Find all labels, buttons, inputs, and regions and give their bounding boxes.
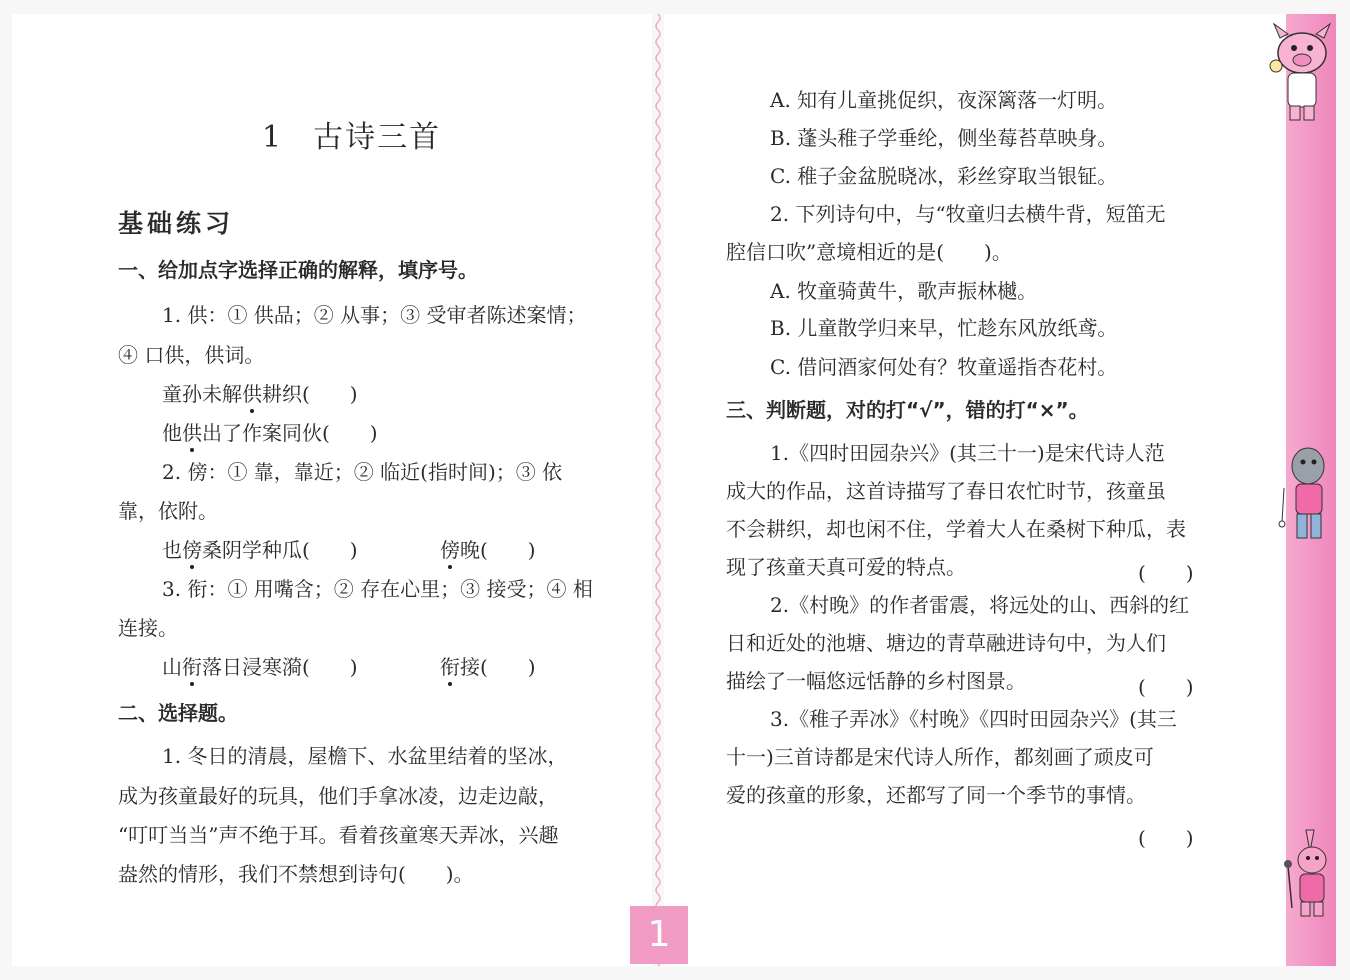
text-post: 桑阴学种瓜( )	[202, 538, 358, 562]
q1-item3-b	[440, 657, 536, 677]
q2-item1-line: 成为孩童最好的玩具，他们手拿冰凌，边走边敲，	[118, 784, 558, 808]
q2-item2-line: 2. 下列诗句中，与“牧童归去横牛背，短笛无	[770, 202, 1166, 226]
text-pre: 山	[162, 655, 182, 679]
q2-item1-line: 盎然的情形，我们不禁想到诗句( )。	[118, 862, 474, 886]
dotted-char: 供	[242, 382, 262, 406]
q3-item3-line: 十一)三首诗都是宋代诗人所作，都刻画了顽皮可	[726, 745, 1154, 769]
dotted-char: 傍	[440, 538, 460, 562]
q3-item3-line: 3.《稚子弄冰》《村晚》《四时田园杂兴》(其三	[770, 707, 1177, 731]
q3-heading: 三、判断题，对的打“√”，错的打“×”。	[726, 398, 1089, 422]
dotted-char: 衔	[182, 655, 202, 679]
q2-item1-line: “叮叮当当”声不绝于耳。看着孩童寒天弄冰，兴趣	[118, 823, 559, 847]
answer-paren: ( )	[1138, 826, 1194, 850]
q2-item1-option-c: C. 稚子金盆脱晓冰，彩丝穿取当银钲。	[770, 164, 1118, 188]
q1-item3-line2: 连接。	[118, 616, 178, 640]
text-pre: 也	[162, 538, 182, 562]
q1-item2-line2: 靠，依附。	[118, 499, 218, 523]
text-post: 耕织( )	[262, 382, 358, 406]
q2-item1-option-a: A. 知有儿童挑促织，夜深篱落一灯明。	[770, 88, 1118, 112]
answer-paren: ( )	[1138, 561, 1194, 585]
q1-item1-b	[162, 423, 378, 443]
q2-item2-option-a: A. 牧童骑黄牛，歌声振林樾。	[770, 279, 1038, 303]
q2-item2-option-b: B. 儿童散学归来早，忙趁东风放纸鸢。	[770, 316, 1118, 340]
q1-item1-line2: ④ 口供，供词。	[118, 343, 265, 367]
q3-item1-line: 成大的作品，这首诗描写了春日农忙时节，孩童虽	[726, 479, 1166, 503]
dog-yoyo-mascot-icon	[1270, 440, 1340, 550]
lesson-title	[262, 112, 441, 156]
dotted-char: 傍	[182, 538, 202, 562]
q1-item2-a	[162, 540, 358, 560]
q3-item3-line: 爱的孩童的形象，还都写了同一个季节的事情。	[726, 783, 1146, 807]
lesson-title-text: 古诗三首	[313, 120, 442, 155]
q3-item2-line: 描绘了一幅悠远恬静的乡村图景。	[726, 669, 1026, 693]
q1-item3-a	[162, 657, 358, 677]
wavy-spine-line	[652, 14, 664, 966]
dotted-char: 衔	[440, 655, 460, 679]
text-post: 落日浸寒漪( )	[202, 655, 358, 679]
q1-heading: 一、给加点字选择正确的解释，填序号。	[118, 258, 478, 282]
section-basic-heading: 基础练习	[118, 209, 235, 238]
q2-item1-option-b: B. 蓬头稚子学垂纶，侧坐莓苔草映身。	[770, 126, 1118, 150]
dotted-char: 供	[182, 421, 202, 445]
q3-item1-line: 不会耕织，却也闲不住，学着大人在桑树下种瓜，表	[726, 517, 1186, 541]
text-pre: 他	[162, 421, 182, 445]
q3-item2-line: 日和近处的池塘、塘边的青草融进诗句中，为人们	[726, 631, 1166, 655]
q3-item1-line: 1.《四时田园杂兴》(其三十一)是宋代诗人范	[770, 441, 1165, 465]
q2-item2-option-c: C. 借问酒家何处有？牧童遥指杏花村。	[770, 355, 1118, 379]
q3-item2-line: 2.《村晚》的作者雷震，将远处的山、西斜的红	[770, 593, 1190, 617]
text-post: 出了作案同伙( )	[202, 421, 378, 445]
q2-heading: 二、选择题。	[118, 701, 238, 725]
q1-item2-b	[440, 540, 536, 560]
q1-item2-line1: 2. 傍：① 靠，靠近；② 临近(指时间)；③ 依	[162, 460, 563, 484]
text-pre: 童孙未解	[162, 382, 242, 406]
q1-item1-line1: 1. 供：① 供品；② 从事；③ 受审者陈述案情；	[162, 303, 587, 327]
q2-item1-line: 1. 冬日的清晨，屋檐下、水盆里结着的坚冰，	[162, 744, 568, 768]
q3-item1-line: 现了孩童天真可爱的特点。	[726, 555, 966, 579]
pig-mascot-icon	[1262, 18, 1342, 128]
q1-item1-a	[162, 384, 358, 404]
page-spine	[652, 14, 664, 966]
lesson-number: 1	[262, 120, 284, 155]
page-number: 1	[630, 906, 688, 964]
q1-item3-line1: 3. 衔：① 用嘴含；② 存在心里；③ 接受；④ 相	[162, 577, 593, 601]
rabbit-mascot-icon	[1272, 826, 1342, 922]
q2-item2-line: 腔信口吹”意境相近的是( )。	[726, 240, 1012, 264]
text-post: 晚( )	[460, 538, 536, 562]
text-post: 接( )	[460, 655, 536, 679]
answer-paren: ( )	[1138, 675, 1194, 699]
